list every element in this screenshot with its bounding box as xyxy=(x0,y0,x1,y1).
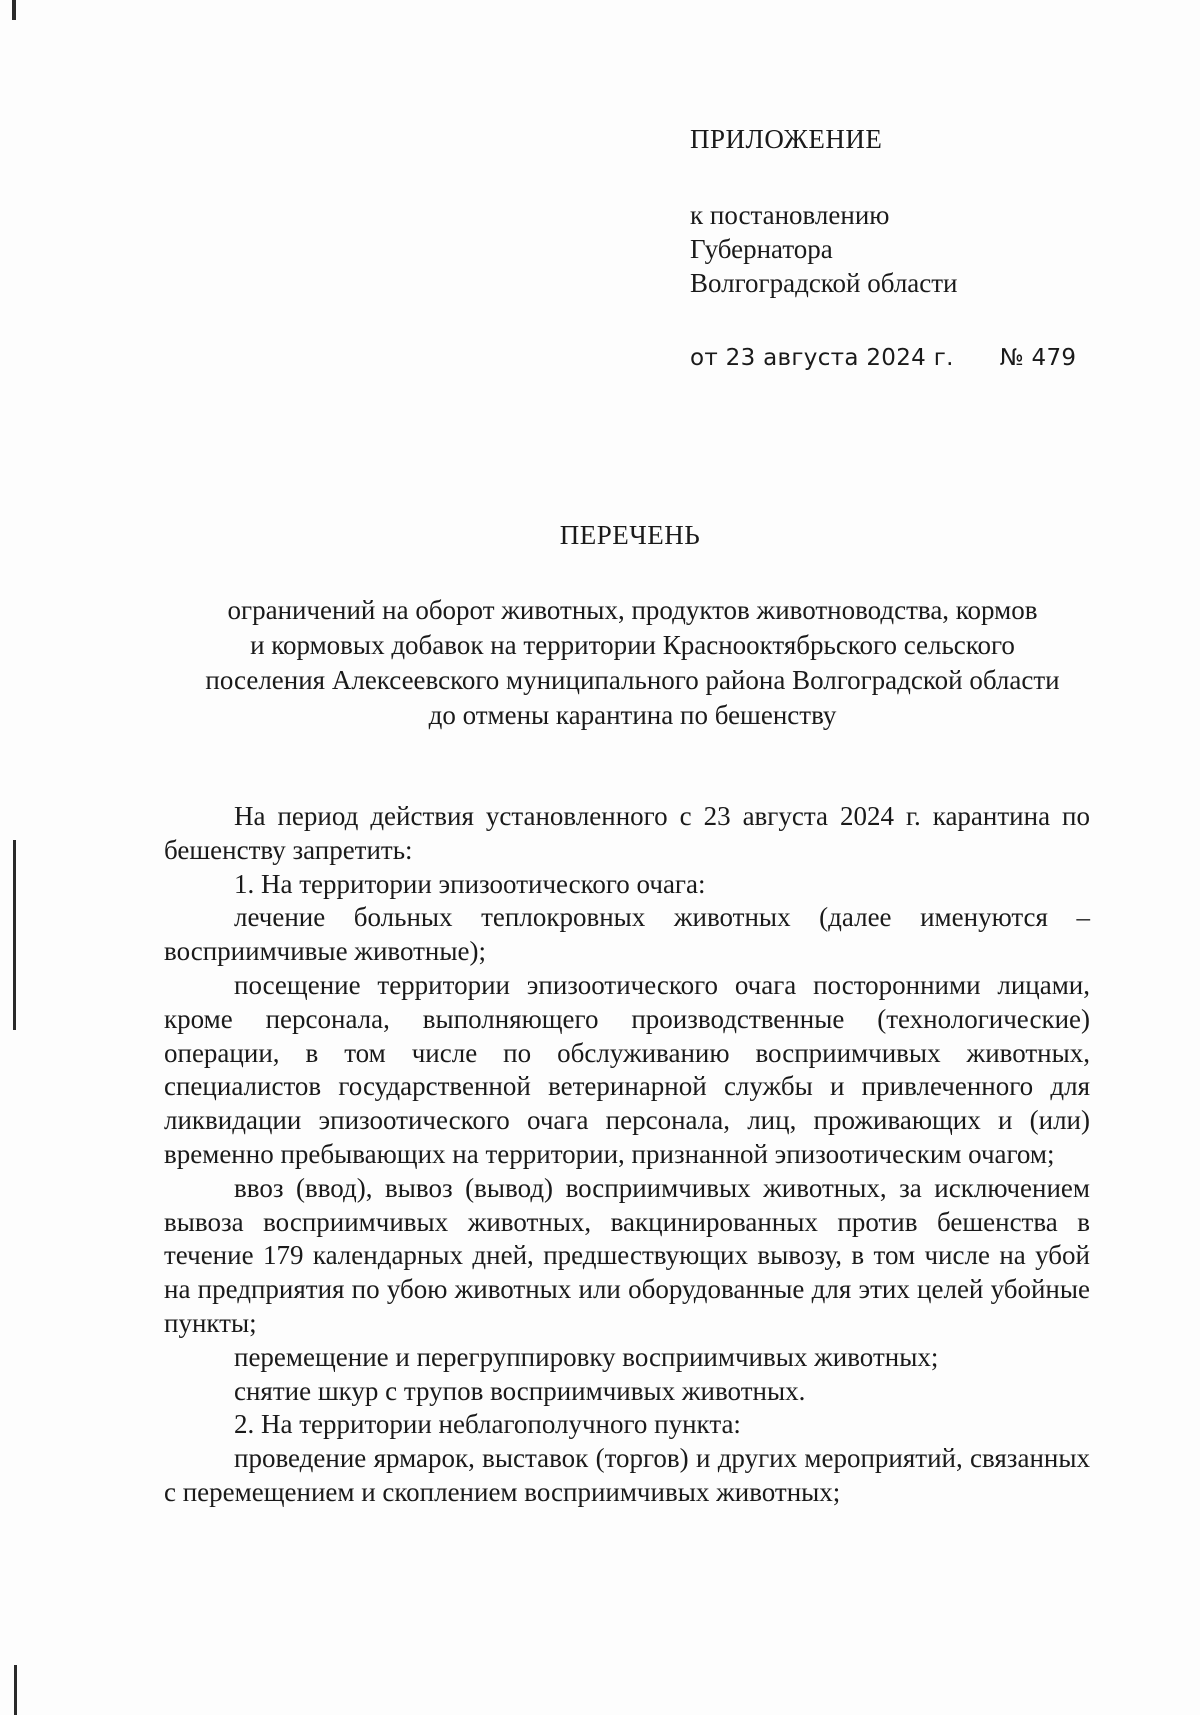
appendix-line: Губернатора xyxy=(690,234,833,264)
scan-edge-mark-top xyxy=(12,0,16,20)
appendix-block xyxy=(690,122,1076,375)
appendix-line: Волгоградской области xyxy=(690,268,958,298)
body-paragraph: ввоз (ввод), вывоз (вывод) восприимчивых животных, за исключением вывоза восприимчивых животных, вакцинированных против бешенства в течение 179 календарных дней, предшествующих вывозу, в том числе на убой на предприятия по убою животных или оборудованные для этих целей убойные пункты; xyxy=(164,1172,1090,1338)
body-paragraph: проведение ярмарок, выставок (торгов) и других мероприятий, связанных с перемещением и скоплением восприимчивых животных; xyxy=(164,1443,1090,1507)
appendix-title: ПРИЛОЖЕНИЕ xyxy=(690,124,883,154)
body-paragraph: посещение территории эпизоотического очага посторонними лицами, кроме персонала, выполняющего производственные (технологические) операции, в том числе по обслуживанию восприимчивых животных, специалистов государственной ветеринарной службы и привлеченного для ликвидации эпизоотического очага персонала, лиц, проживающих и (или) временно пребывающих на территории, признанной эпизоотическим очагом; xyxy=(164,969,1090,1169)
scan-edge-mark-mid xyxy=(13,840,16,1030)
document-body xyxy=(164,800,1090,1510)
scan-edge-mark-bottom xyxy=(14,1665,17,1715)
subtitle-line: ограничений на оборот животных, продуктов животноводства, кормов xyxy=(227,595,1038,625)
body-paragraph: лечение больных теплокровных животных (далее именуются – восприимчивые животные); xyxy=(164,902,1090,967)
subtitle-line: поселения Алексеевского муниципального района Волгоградской области xyxy=(205,665,1060,695)
decree-number: № 479 xyxy=(999,345,1077,371)
body-paragraph: 2. На территории неблагополучного пункта: xyxy=(234,1409,741,1440)
body-paragraph: На период действия установленного с 23 августа 2024 г. карантина по бешенству запретить: xyxy=(164,801,1090,865)
document-subtitle xyxy=(160,593,1105,733)
appendix-line: к постановлению xyxy=(690,200,890,230)
decree-date: от 23 августа 2024 г. xyxy=(690,345,954,371)
subtitle-line: до отмены карантина по бешенству xyxy=(428,700,837,730)
body-paragraph: снятие шкур с трупов восприимчивых животных. xyxy=(234,1375,806,1406)
document-heading: ПЕРЕЧЕНЬ xyxy=(559,520,701,550)
body-paragraph: 1. На территории эпизоотического очага: xyxy=(234,868,706,899)
body-paragraph: перемещение и перегруппировку восприимчивых животных; xyxy=(234,1341,939,1372)
subtitle-line: и кормовых добавок на территории Краснооктябрьского сельского xyxy=(250,630,1015,660)
decree-date-row xyxy=(690,341,1076,375)
